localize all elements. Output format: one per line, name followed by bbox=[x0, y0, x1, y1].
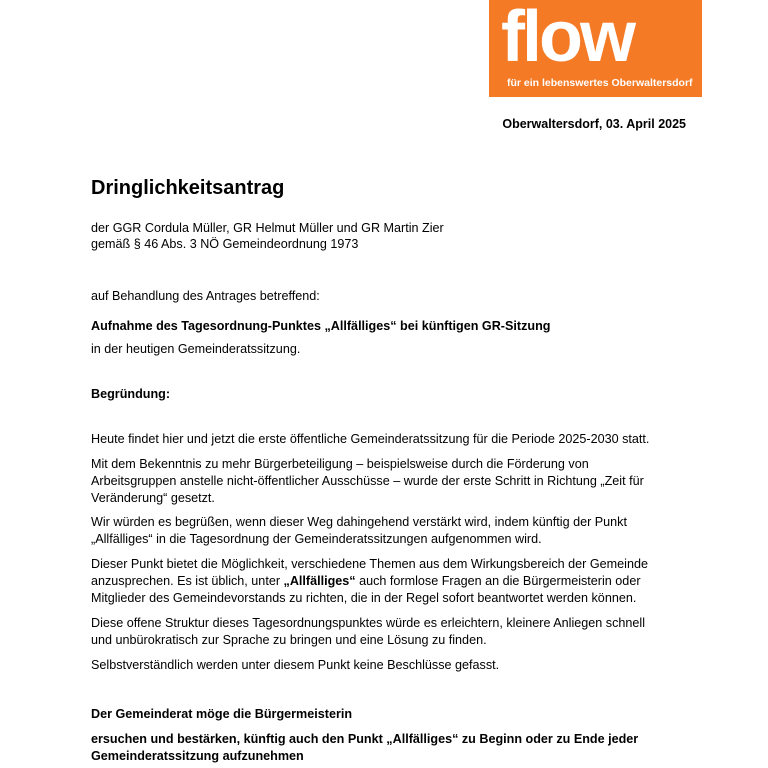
paragraph-6: Selbstverständlich werden unter diesem Punkt keine Beschlüsse gefasst. bbox=[91, 658, 500, 672]
paragraph-2-line-2: Arbeitsgruppen anstelle nicht-öffentlicher Ausschüsse – wurde der erste Schritt in Richtung „Zeit für bbox=[91, 474, 644, 488]
motion-line-1: Der Gemeinderat möge die Bürgermeisterin bbox=[91, 707, 353, 721]
motion-line-3: Gemeinderatssitzung aufzunehmen bbox=[91, 749, 304, 763]
paragraph-3-line-1: Wir würden es begrüßen, wenn dieser Weg dahingehend verstärkt wird, indem künftig der Punkt bbox=[91, 515, 627, 529]
subject-lead: auf Behandlung des Antrages betreffend: bbox=[91, 289, 320, 303]
motion-line-2: ersuchen und bestärken, künftig auch den Punkt „Allfälliges“ zu Beginn oder zu Ende jeder bbox=[91, 732, 639, 746]
allfaelliges-emphasis: „Allfälliges“ bbox=[283, 574, 356, 588]
logo-tagline: für ein lebenswertes Oberwaltersdorf bbox=[507, 77, 693, 89]
paragraph-3-line-2: „Allfälliges“ in die Tagesordnung der Gemeinderatssitzungen aufgenommen wird. bbox=[91, 532, 542, 546]
subject-context: in der heutigen Gemeinderatssitzung. bbox=[91, 342, 301, 356]
paragraph-2-line-3: Veränderung“ gesetzt. bbox=[91, 491, 215, 505]
paragraph-5-line-2: und unbürokratisch zur Sprache zu bringen und eine Lösung zu finden. bbox=[91, 633, 487, 647]
paragraph-4-line-1: Dieser Punkt bietet die Möglichkeit, verschiedene Themen aus dem Wirkungsbereich der Gemeinde bbox=[91, 557, 648, 571]
paragraph-4-text-c: auch formlose Fragen an die Bürgermeisterin oder bbox=[355, 574, 641, 588]
paragraph-4-text-a: anzusprechen. Es ist üblich, unter bbox=[91, 574, 284, 588]
paragraph-1: Heute findet hier und jetzt die erste öffentliche Gemeinderatssitzung für die Periode 2025-2030 statt. bbox=[91, 432, 650, 446]
logo-wordmark: flow bbox=[501, 0, 633, 77]
document-title: Dringlichkeitsantrag bbox=[91, 177, 285, 199]
intro-line-1: der GGR Cordula Müller, GR Helmut Müller und GR Martin Zier bbox=[91, 221, 444, 235]
paragraph-4-line-2 bbox=[91, 573, 641, 590]
flow-logo bbox=[489, 0, 702, 97]
intro-line-2: gemäß § 46 Abs. 3 NÖ Gemeindeordnung 1973 bbox=[91, 237, 359, 251]
subject-heading: Aufnahme des Tagesordnung-Punktes „Allfälliges“ bei künftigen GR-Sitzung bbox=[91, 319, 551, 333]
reasoning-label: Begründung: bbox=[91, 387, 171, 401]
date-line: Oberwaltersdorf, 03. April 2025 bbox=[502, 117, 686, 131]
paragraph-2-line-1: Mit dem Bekenntnis zu mehr Bürgerbeteiligung – beispielsweise durch die Förderung von bbox=[91, 457, 589, 471]
paragraph-4-line-3: Mitglieder des Gemeindevorstands zu richten, die in der Regel sofort beantwortet werden können. bbox=[91, 591, 637, 605]
paragraph-5-line-1: Diese offene Struktur dieses Tagesordnungspunktes würde es erleichtern, kleinere Anliegen schnell bbox=[91, 616, 645, 630]
